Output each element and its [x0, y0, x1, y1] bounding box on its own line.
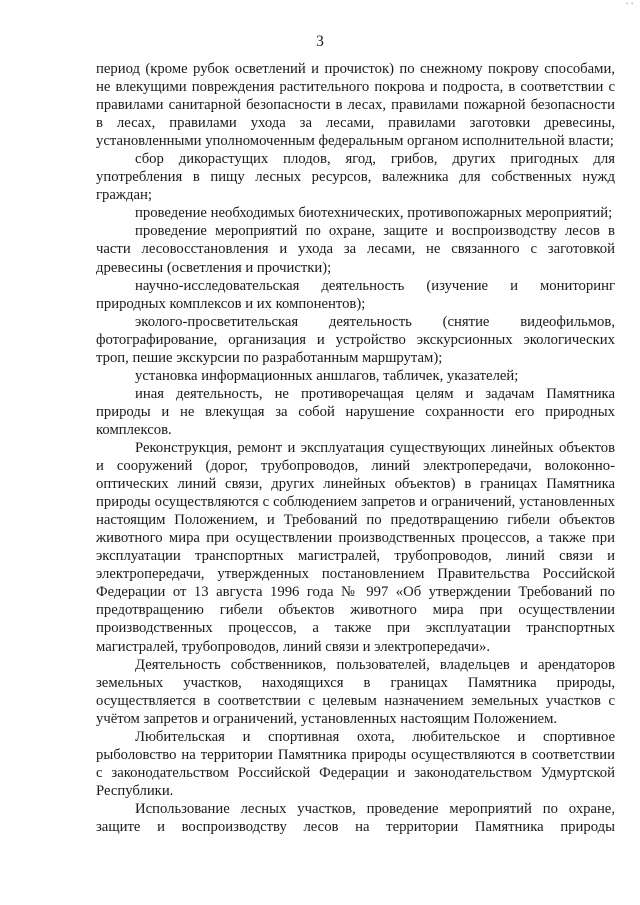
- paragraph-signs-installation: установка информационных аншлагов, табличек, указателей;: [135, 367, 519, 384]
- page-number: 3: [316, 33, 324, 50]
- paragraph-forest-protection: проведение мероприятий по охране, защите и воспроизводству лесов в части лесовосстановления и ухода за лесами, не связанного с заготовкой древесины (осветления и прочистки);: [96, 223, 615, 276]
- paragraph-linear-objects: Реконструкция, ремонт и эксплуатация существующих линейных объектов и сооружений (дорог, трубопроводов, линий электропередачи, волоконно-оптических линий связи, других линейных объектов) в границах Памятника природы осуществляются с соблюдением запретов и ограничений, установленных настоящим Положением, и Требований по предотвращению гибели объектов животного мира при осуществлении производственных процессов, а также при эксплуатации транспортных магистралей, трубопроводов, линий связи и электропередачи, утвержденных постановлением Правительства Российской Федерации от 13 августа 1996 года № 997 «Об утверждении Требований по предотвращению гибели объектов животного мира при осуществлении производственных процессов, а также при эксплуатации транспортных магистралей, трубопроводов, линий связи и электропередачи».: [96, 439, 615, 655]
- paragraph-land-owners: Деятельность собственников, пользователей, владельцев и арендаторов земельных участков, находящихся в границах Памятника природы, осуществляется в соответствии с целевым назначением земельных участков с учётом запретов и ограничений, установленных настоящим Положением.: [96, 656, 615, 727]
- paragraph-gathering: сбор дикорастущих плодов, ягод, грибов, других пригодных для употребления в пищу лесных ресурсов, валежника для собственных нужд граждан;: [96, 151, 615, 204]
- paragraph-hunting-fishing: Любительская и спортивная охота, любительское и спортивное рыболовство на территории Памятника природы осуществляются в соответствии с законодательством Российской Федерации и законодательством Удмуртской Республики.: [96, 728, 615, 799]
- paragraph-other-activity: иная деятельность, не противоречащая целям и задачам Памятника природы и не влекущая за собой нарушение сохранности его природных комплексов.: [96, 385, 615, 438]
- document-body: [96, 60, 615, 836]
- paragraph-forest-use: Использование лесных участков, проведение мероприятий по охране, защите и воспроизводству лесов на территории Памятника природы: [96, 800, 615, 835]
- corner-mark: • •: [625, 0, 634, 8]
- paragraph-biotechnical-measures: проведение необходимых биотехнических, противопожарных мероприятий;: [135, 205, 613, 222]
- paragraph-research: научно-исследовательская деятельность (изучение и мониторинг природных комплексов и их компонентов);: [96, 277, 615, 312]
- paragraph-eco-education: эколого-просветительская деятельность (снятие видеофильмов, фотографирование, организация и устройство экскурсионных экологических троп, пешие экскурсии по разработанным маршрутам);: [96, 313, 615, 366]
- paragraph-continuation-forestry: период (кроме рубок осветлений и прочисток) по снежному покрову способами, не влекущими повреждения растительного покрова и подроста, в соответствии с правилами санитарной безопасности в лесах, правилами пожарной безопасности в лесах, правилами ухода за лесами, правилами заготовки древесины, установленными уполномоченным федеральным органом исполнительной власти;: [96, 61, 615, 150]
